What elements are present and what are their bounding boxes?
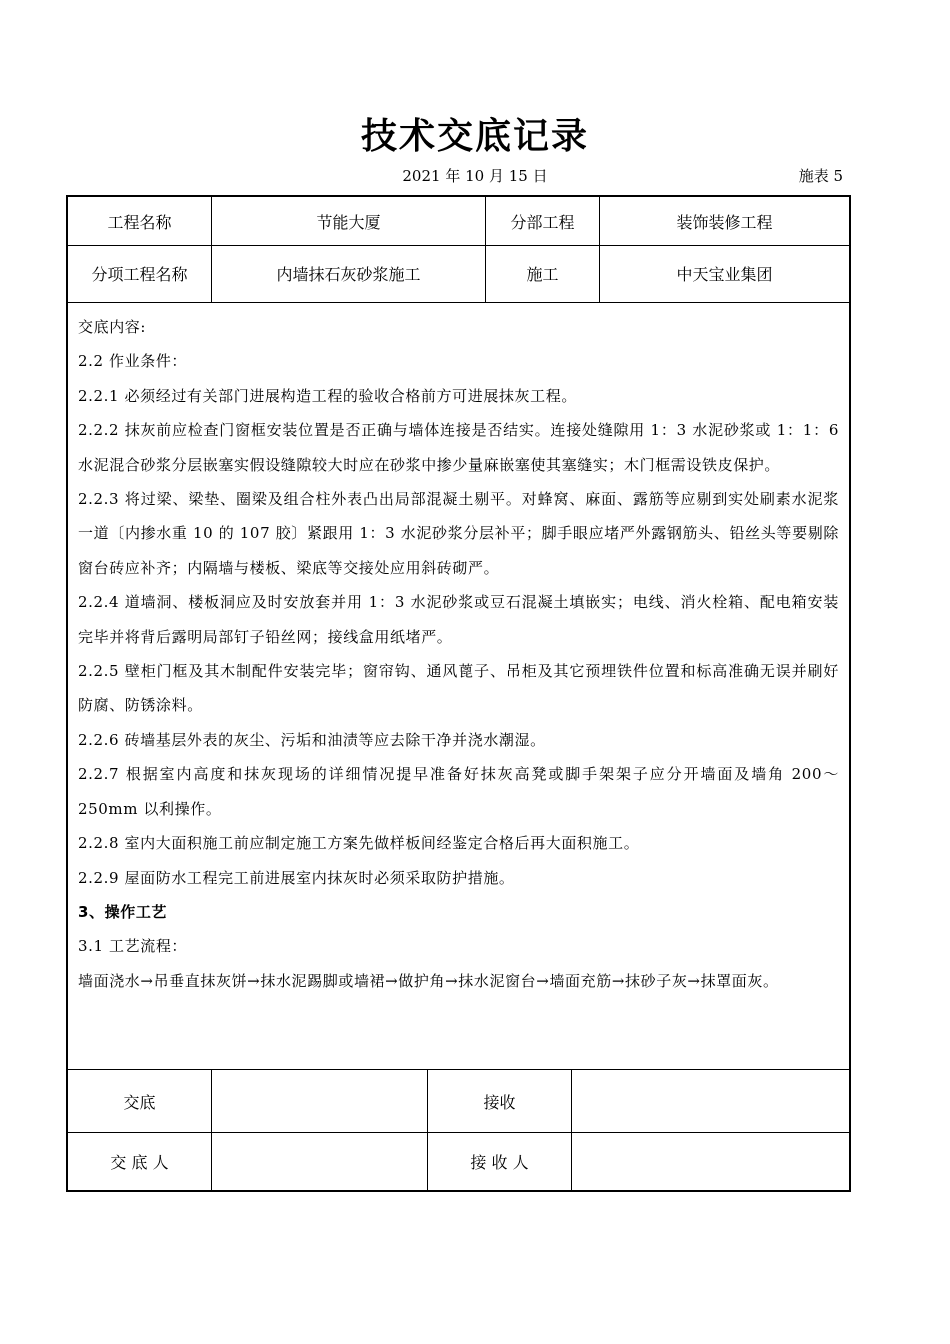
content-line: 3.1 工艺流程：	[78, 937, 188, 956]
process-flow: 墙面浇水→吊垂直抹灰饼→抹水泥踢脚或墙裙→做护角→抹水泥窗台→墙面充筋→抹砂子灰→抹罩面灰。	[78, 971, 779, 990]
content-line: 2.2.7 根据室内高度和抹灰现场的详细情况提早准备好抹灰高凳或脚手架架子应分开墙面及墙角 200～250mm 以利操作。	[78, 765, 839, 818]
handover-person-field[interactable]	[212, 1132, 428, 1190]
receive-person-field[interactable]	[572, 1132, 849, 1190]
content-line: 2.2.9 屋面防水工程完工前进展室内抹灰时必须采取防护措施。	[78, 868, 515, 887]
receive-label: 接收	[428, 1070, 572, 1132]
header-row-1	[68, 197, 849, 246]
subitem-label: 分项工程名称	[68, 245, 212, 302]
division-value: 装饰装修工程	[676, 212, 773, 232]
receive-person-label: 接 收 人	[428, 1132, 572, 1190]
form-number: 施表 5	[798, 167, 843, 185]
handover-content	[68, 302, 849, 1070]
construction-label: 施工	[486, 245, 600, 302]
content-heading: 交底内容:	[78, 318, 147, 336]
content-line: 2.2 作业条件：	[78, 352, 188, 371]
handover-signature-field[interactable]	[212, 1070, 428, 1132]
content-line: 2.2.5 壁柜门框及其木制配件安装完毕；窗帘钩、通风蓖子、吊柜及其它预埋铁件位置和标高准确无误并刷好防腐、防锈涂料。	[78, 662, 839, 715]
handover-label: 交底	[68, 1070, 212, 1132]
project-name-label: 工程名称	[68, 197, 212, 245]
receive-signature-field[interactable]	[572, 1070, 849, 1132]
subitem-value: 内墙抹石灰砂浆施工	[212, 245, 486, 302]
content-line: 2.2.1 必须经过有关部门进展构造工程的验收合格前方可进展抹灰工程。	[78, 386, 577, 405]
content-line: 2.2.4 道墙洞、楼板洞应及时安放套并用 1：3 水泥砂浆或豆石混凝土填嵌实；电线、消火栓箱、配电箱安装完毕并将背后露明局部钉子铅丝网；接线盒用纸堵严。	[78, 593, 839, 646]
content-line: 2.2.6 砖墙基层外表的灰尘、污垢和油渍等应去除干净并浇水潮湿。	[78, 730, 546, 749]
document-title: 技术交底记录	[360, 116, 589, 157]
project-name-value: 节能大厦	[212, 197, 486, 245]
footer-row-1	[68, 1070, 849, 1133]
header-row-2	[68, 245, 849, 303]
construction-value: 中天宝业集团	[676, 265, 773, 284]
content-line: 2.2.3 将过梁、梁垫、圈梁及组合柱外表凸出局部混凝土剔平。对蜂窝、麻面、露筋等应剔到实处刷素水泥浆一道〔内掺水重 10 的 107 胶〕紧跟用 1：3 水泥砂浆分层补平；脚手眼应堵严外露钢筋头、铅丝头等要剔除窗台砖应补齐；内隔墙与楼板、梁底等交接处应用斜砖砌严。	[78, 490, 839, 577]
section-heading: 3、操作工艺	[78, 902, 168, 921]
record-date: 2021 年 10 月 15 日	[402, 167, 548, 185]
content-line: 2.2.2 抹灰前应检查门窗框安装位置是否正确与墙体连接是否结实。连接处缝隙用 1：3 水泥砂浆或 1：1：6 水泥混合砂浆分层嵌塞实假设缝隙较大时应在砂浆中掺少量麻嵌塞使其塞缝实；木门框需设铁皮保护。	[78, 421, 839, 474]
footer-row-2	[68, 1132, 849, 1190]
division-label: 分部工程	[486, 197, 600, 245]
content-line: 2.2.8 室内大面积施工前应制定施工方案先做样板间经鉴定合格后再大面积施工。	[78, 834, 640, 853]
record-table	[66, 195, 851, 1192]
handover-person-label: 交 底 人	[68, 1132, 212, 1190]
